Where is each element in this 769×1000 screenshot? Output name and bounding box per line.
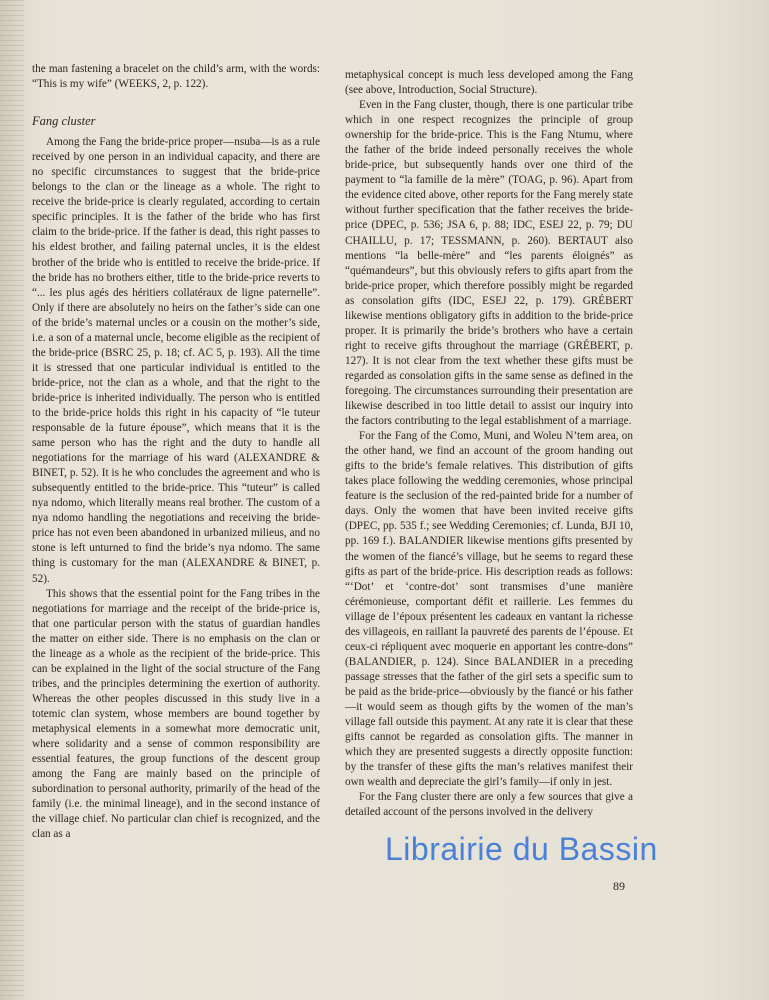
section-heading: Fang cluster bbox=[32, 114, 96, 129]
paragraph: This shows that the essential point for the Fang tribes in the negotiations for marriage and the receipt of the bride-price is, that one particular person with the status of guardian handles the matter on either side. There is no emphasis on the clan or the lineage as a whole as the recipient of the bride-price. This can be explained in the light of the social structure of the Fang tribes, and the principles determining the exertion of authority. Whereas the other peoples discussed in this study live in a totemic clan system, whose members are bound together by metaphysical elements in a somewhat more democratic unit, where solidarity and a sense of common responsibility are essential features, the group functions of the descent group among the Fang are mainly based on the principle of subordination to personal authority, primarily of the head of the family (i.e. the minimal lineage), and in the second instance of the village chief. No particular clan chief is recognized, and the clan as a bbox=[32, 587, 320, 841]
page-gutter-bleed bbox=[0, 0, 24, 1000]
paragraph: Among the Fang the bride-price proper—nsuba—is as a rule received by one person in an individual capacity, and there are no specific circumstances to suggest that the bride-price belongs to the clan or the lineage as a whole. The right to receive the bride-price is clearly regulated, according to certain specific principles. It is the father of the bride who has first claim to the bride-price. If the father is dead, this right passes to his eldest brother, and failing paternal uncles, it is the eldest brother of the bride who is entitled to receive the bride-price. If the bride has no brothers either, title to the bride-price reverts to “... les plus agés des héritiers collatéraux de ligne paternelle”. Only if there are absolutely no heirs on the father’s side can one of the bride’s maternal uncles or a cousin on the mother’s side, i.e. a son of a maternal uncle, become eligible as the recipient of the bride-price (BSRC 25, p. 18; cf. AC 5, p. 193). All the time it is stressed that one particular individual is entitled to the bride-price, not the clan as a whole, and that the right to the bride-price is inherited individually. The person who is entitled to the bride-price holds this right in his capacity of “le tuteur responsable de la future épouse”, which means that it is the same person who has the right and the duty to handle all negotiations for the marriage of his ward (ALEXANDRE & BINET, p. 52). It is he who concludes the agreement and who is subsequently entitled to the bride-price. This “tuteur” is called nya ndomo, which literally means real brother. The custom of a nya ndomo handling the negotiations and receiving the bride-price has not even been abandoned in urbanized milieus, and no stone is left unturned to find the bride’s nya ndomo. The same thing is customary for the man (ALEXANDRE & BINET, p. 52). bbox=[32, 136, 320, 585]
page-number: 89 bbox=[613, 879, 625, 893]
right-column bbox=[345, 68, 633, 820]
paragraph: For the Fang of the Como, Muni, and Woleu N’tem area, on the other hand, we find an account of the groom handing out gifts to the bride’s female relatives. This distribution of gifts takes place following the wedding ceremonies, whose principal feature is the seclusion of the red-painted bride for a number of days. Only the women that have been invited receive gifts (DPEC, pp. 535 f.; see Wedding Ceremonies; cf. Lunda, BJI 10, pp. 169 f.). BALANDIER likewise mentions gifts presented by the women of the fiancé’s village, but he seems to regard these gifts as part of the bride-price. His description reads as follows: “‘Dot’ et ‘contre-dot’ sont transmises d’une manière cérémonieuse, comportant défit et raillerie. Les femmes du village de l’époux présentent les cadeaux en vantant la richesse des villageois, en raillant la pauvreté des parents de l’épouse. Et ceux-ci répliquent avec moquerie en apportant les contre-dons” (BALANDIER, p. 124). Since BALANDIER in a preceding passage stresses that the father of the girl sets a specific sum to be paid as the bride-price—obviously by the fiancé or his father—it would seem as though gifts by the women of the man’s village fall outside this payment. At any rate it is clear that these gifts cannot be regarded as consolation gifts. The manner in which they are presented suggests a directly opposite function: by the transfer of these gifts the man’s relatives manifest their own wealth and depreciate the girl’s family—if only in jest. bbox=[345, 430, 633, 789]
paragraph: metaphysical concept is much less developed among the Fang (see above, Introduction, Social Structure). bbox=[345, 69, 633, 97]
left-column bbox=[32, 62, 320, 842]
paragraph: Even in the Fang cluster, though, there is one particular tribe which in one respect recognizes the principle of group ownership for the bride-price. This is the Fang Ntumu, where the father of the bride indeed personally receives the whole bride-price, but subsequently hands over one third of the payment to “la famille de la mère” (TOAG, p. 96). Apart from the evidence cited above, other reports for the Fang merely state without further specification that the father receives the bride-price (DPEC, p. 536; JSA 6, p. 88; IDC, ESEJ 22, p. 79; DU CHAILLU, p. 17; TESSMANN, p. 260). BERTAUT also mentions “la belle-mère” and “les parents éloignés” as “quémandeurs”, but this obviously refers to gifts apart from the bride-price proper, which therefore possibly might be regarded as consolation gifts (IDC, ESEJ 22, p. 179). GRÉBERT likewise mentions obligatory gifts in addition to the bride-price proper. It is primarily the bride’s brothers who have a certain right to receive gifts throughout the marriage (GRÉBERT, p. 127). It is not clear from the text whether these gifts must be regarded as consolation gifts in the same sense as defined in the foregoing. The circumstances surrounding their presentation are likewise described in too little detail to assist our inquiry into the factors contributing to the legal establishment of a marriage. bbox=[345, 99, 633, 428]
paragraph: the man fastening a bracelet on the child’s arm, with the words: “This is my wife” (WEEKS, 2, p. 122). bbox=[32, 63, 320, 91]
seller-watermark: Librairie du Bassin bbox=[385, 831, 658, 867]
paragraph: For the Fang cluster there are only a few sources that give a detailed account of the persons involved in the delivery bbox=[345, 791, 633, 819]
